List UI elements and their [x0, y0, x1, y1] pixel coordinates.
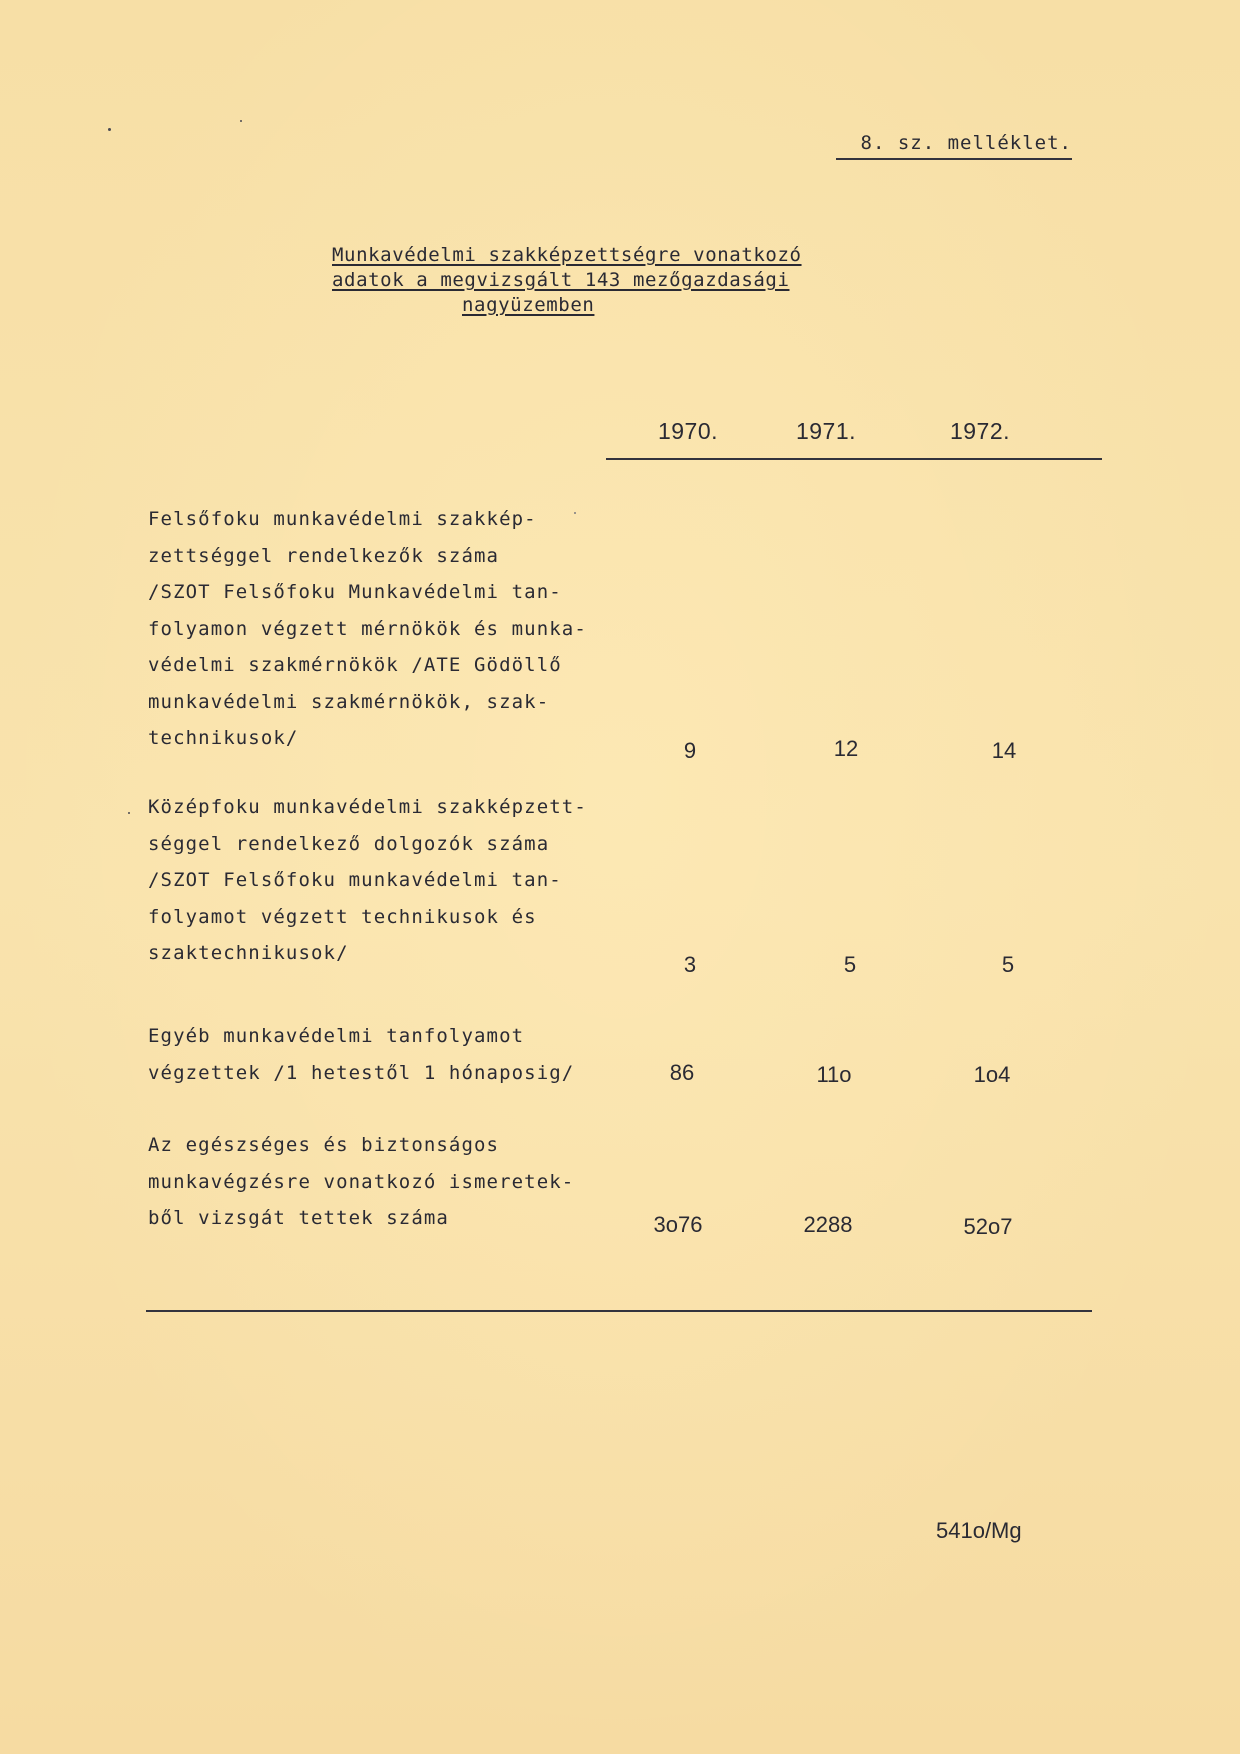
table-cell: 5	[843, 952, 857, 977]
reference-number: 541o/Mg	[936, 1518, 1022, 1543]
row-label-other-courses: Egyéb munkavédelmi tanfolyamot végzettek /1 hetestől 1 hónaposig/	[148, 1025, 575, 1084]
table-cell: 11o	[816, 1062, 852, 1087]
table-cell: 2288	[803, 1212, 853, 1237]
year-header-1972: 1972.	[949, 418, 1011, 444]
year-header-1970: 1970.	[657, 418, 719, 444]
table-cell: 9	[683, 738, 697, 763]
paper-speck	[108, 128, 111, 131]
document-title	[300, 243, 880, 318]
title-line-3: nagyüzemben	[462, 294, 595, 316]
table-cell: 1o4	[973, 1062, 1011, 1087]
year-header-1971: 1971.	[795, 418, 857, 444]
table-cell: 52o7	[963, 1214, 1013, 1239]
paper-speck	[240, 120, 242, 122]
paper-speck	[574, 512, 576, 514]
paper-speck	[128, 812, 130, 814]
table-cell: 86	[669, 1060, 695, 1085]
row-label-mid-level: Középfoku munkavédelmi szakképzett- séggel rendelkező dolgozók száma /SZOT Felsőfoku munkavédelmi tan- folyamot végzett technikusok és szaktechnikusok/	[148, 796, 587, 964]
table-cell: 5	[1001, 952, 1015, 977]
bottom-rule	[146, 1310, 1092, 1312]
header-rule	[606, 458, 1102, 460]
title-line-1: Munkavédelmi szakképzettségre vonatkozó	[332, 244, 802, 266]
row-label-safety-exam: Az egészséges és biztonságos munkavégzésre vonatkozó ismeretek- ből vizsgát tettek száma	[148, 1134, 575, 1229]
table-cell: 3o76	[653, 1212, 703, 1237]
title-line-2: adatok a megvizsgált 143 mezőgazdasági	[332, 269, 790, 291]
annex-number: 8. sz. melléklet.	[836, 132, 1072, 160]
table-cell: 3	[683, 952, 697, 977]
row-label-higher-level: Felsőfoku munkavédelmi szakkép- zettséggel rendelkezők száma /SZOT Felsőfoku Munkavédelmi tan- folyamon végzett mérnökök és munka- védelmi szakmérnökök /ATE Gödöllő munkavédelmi szakmérnökök, szak- technikusok/	[148, 508, 587, 749]
table-cell: 14	[991, 738, 1017, 763]
table-cell: 12	[833, 736, 859, 761]
